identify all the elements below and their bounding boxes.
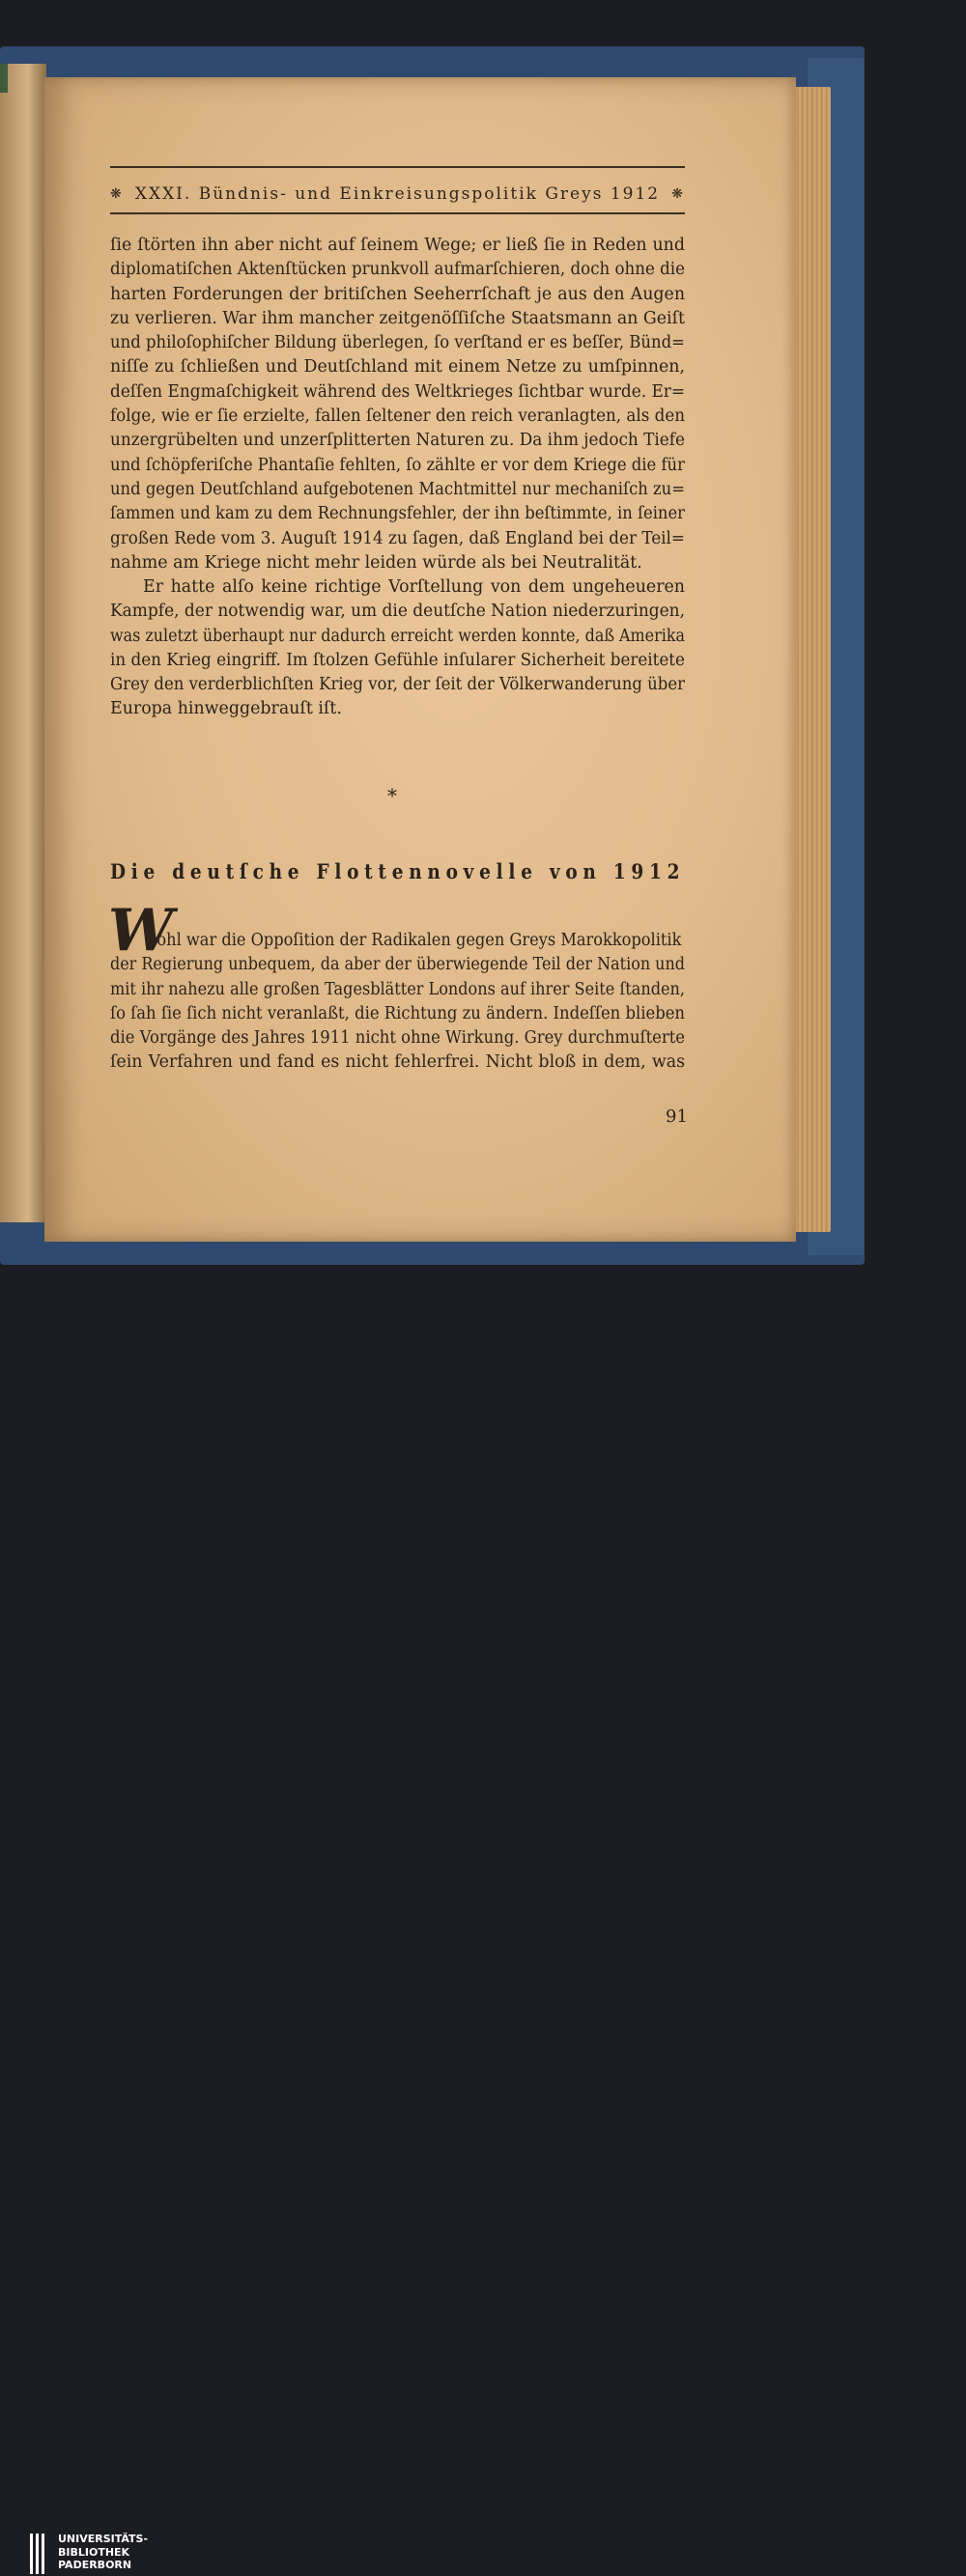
running-header-title: XXXI. Bündnis- und Einkreisungspolitik Greys 1912 <box>134 184 661 204</box>
text-line: der Regierung unbequem, da aber der überwiegende Teil der Nation und <box>110 955 686 975</box>
book-scan <box>0 0 966 1265</box>
text-line: und philoſophiſcher Bildung überlegen, ſo verſtand er es beſſer, Bünd= <box>110 333 685 353</box>
text-line: ſo ſah ſie ſich nicht veranlaßt, die Richtung zu ändern. Indeſſen blieben <box>110 1003 686 1023</box>
text-line: zu verlieren. War ihm mancher zeitgenöſſiſche Staatsmann an Geiſt <box>110 308 685 328</box>
book-page <box>44 77 796 1242</box>
text-line: nahme am Kriege nicht mehr leiden würde als bei Neutralität. <box>110 552 642 573</box>
spine-ribbon <box>0 64 8 93</box>
text-line: und ſchöpferiſche Phantaſie fehlten, ſo zählte er vor dem Kriege die für <box>110 455 685 475</box>
text-line: ſein Verfahren und fand es nicht fehlerfrei. Nicht bloß in dem, was <box>110 1052 685 1073</box>
text-line: Grey den verderblichſten Krieg vor, der ſeit der Völkerwanderung über <box>110 675 686 695</box>
text-line: unzergrübelten und unzerſplitterten Naturen zu. Da ihm jedoch Tiefe <box>110 431 686 451</box>
text-line: Er hatte alſo keine richtige Vorſtellung von dem ungeheueren <box>143 577 685 597</box>
page-number: 91 <box>666 1106 688 1127</box>
left-page-edge <box>0 64 46 1222</box>
text-line: deſſen Engmaſchigkeit während des Weltkrieges ſichtbar wurde. Er= <box>110 381 686 402</box>
paragraph-1 <box>110 234 685 575</box>
header-rule-bottom <box>110 212 685 214</box>
running-header <box>110 183 685 205</box>
text-line: ohl war die Oppoſition der Radikalen gegen Greys Marokkopolitik <box>156 931 682 950</box>
text-line: ſie ſtörten ihn aber nicht auf ſeinem Wege; er ließ ſie in Reden und <box>110 236 685 255</box>
paragraph-3 <box>110 929 685 1076</box>
library-logo-line: UNIVERSITÄTS- <box>58 2533 149 2545</box>
library-logo-line: BIBLIOTHEK <box>58 2545 130 2559</box>
library-logo-text <box>58 2533 148 2572</box>
text-line: Europa hinweggebrauſt iſt. <box>110 699 342 719</box>
text-line: Kampfe, der notwendig war, um die deutſche Nation niederzuringen, <box>110 602 686 622</box>
ornament-right-icon: ❋ <box>671 186 685 202</box>
text-line: was zuletzt überhaupt nur dadurch erreicht werden konnte, daß Amerika <box>110 626 685 646</box>
section-title: Die deutſche Flottennovelle von 1912 <box>110 859 686 883</box>
text-line: und gegen Deutſchland aufgebotenen Machtmittel nur mechaniſch zu= <box>110 479 685 499</box>
text-line: harten Forderungen der britiſchen Seeherrſchaft je aus den Augen <box>110 284 686 304</box>
ornament-left-icon: ❋ <box>110 186 124 202</box>
library-logo-icon <box>29 2532 46 2576</box>
page-stack-edge <box>790 87 831 1232</box>
section-separator: * <box>387 784 397 807</box>
library-logo-line: PADERBORN <box>58 2559 132 2571</box>
dropcap-letter: W <box>108 897 174 965</box>
text-line: diplomatiſchen Aktenſtücken prunkvoll aufmarſchieren, doch ohne die <box>110 260 685 280</box>
text-line: in den Krieg eingriff. Im ſtolzen Gefühle inſularer Sicherheit bereitete <box>110 650 685 670</box>
text-line: folge, wie er ſie erzielte, fallen ſeltener den reich veranlagten, als den <box>110 406 685 427</box>
text-line: niſſe zu ſchließen und Deutſchland mit einem Netze zu umſpinnen, <box>110 357 686 378</box>
text-line: mit ihr nahezu alle großen Tagesblätter Londons auf ihrer Seite ſtanden, <box>110 979 686 999</box>
header-rule-top <box>110 166 685 168</box>
text-line: ſammen und kam zu dem Rechnungsfehler, der ihn beſtimmte, in ſeiner <box>110 504 685 524</box>
paragraph-2 <box>110 575 685 722</box>
text-line: die Vorgänge des Jahres 1911 nicht ohne Wirkung. Grey durchmuſterte <box>110 1028 685 1049</box>
library-footer <box>0 1265 966 2571</box>
text-line: großen Rede vom 3. Auguſt 1914 zu ſagen, daß England bei der Teil= <box>110 528 686 548</box>
